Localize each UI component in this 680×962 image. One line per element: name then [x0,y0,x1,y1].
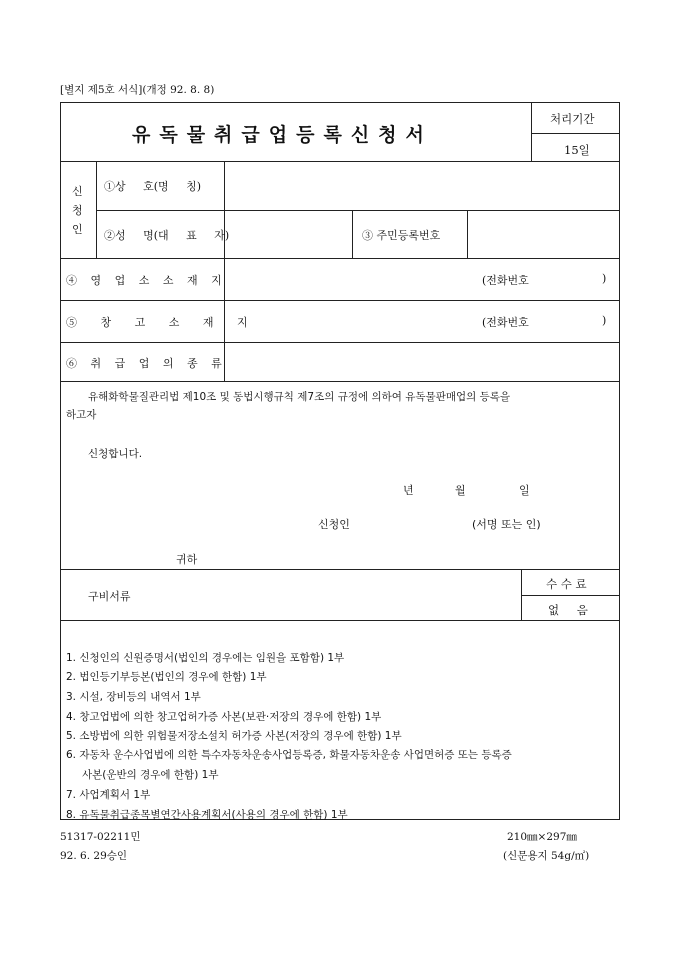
divider [352,210,353,258]
paper-size: 210㎜×297㎜ [507,831,577,843]
fee-label: 수 수 료 [546,577,587,591]
document-item: 3. 시설, 장비등의 내역서 1부 [66,691,201,703]
paper-type: (신문용지 54g/㎡) [503,850,590,862]
warehouse-phone-label: (전화번호 [482,316,529,329]
representative-name-field[interactable] [228,214,348,256]
divider [60,620,620,621]
form-code: 51317-02211민 [60,831,141,843]
processing-period-label: 처리기간 [550,112,595,126]
date-year-label: 년 [403,484,414,497]
document-item: 1. 신청인의 신원증명서(법인의 경우에는 임원을 포함함) 1부 [66,652,345,664]
divider [521,595,620,596]
document-item: 6. 자동차 운수사업법에 의한 특수자동차운송사업등록증, 화물자동차운송 사업면허증 또는 등록증 [66,749,512,761]
document-item: 7. 사업계획서 1부 [66,789,151,801]
business-phone-label: (전화번호 [482,274,529,287]
divider [521,569,522,620]
document-item: 사본(운반의 경우에 한함) 1부 [82,769,219,781]
divider [60,381,620,382]
divider [531,133,620,134]
divider [60,569,620,570]
processing-period-value: 15일 [564,143,590,157]
divider [467,210,468,258]
date-day-label: 일 [519,484,530,497]
signature-label: (서명 또는 인) [472,518,541,531]
warehouse-address-label: ⑤ 창 고 소 재 지 [66,316,255,329]
divider [96,161,97,258]
form-reference: [별지 제5호 서식](개정 92. 8. 8) [60,84,215,96]
document-item: 5. 소방법에 의한 위험물저장소설치 허가증 사본(저장의 경우에 한함) 1부 [66,730,402,742]
statement-line: 유해화학물질관리법 제10조 및 동법시행규칙 제7조의 규정에 의하여 유독물판매업의 등록을 [88,391,511,403]
divider [60,258,620,259]
date-month-label: 월 [455,484,466,497]
form-title: 유독물취급업등록신청서 [132,124,433,146]
representative-name-label: ②성 명(대 표 자) [104,229,230,242]
resident-number-label: ③ 주민등록번호 [362,229,441,242]
applicant-signature-field[interactable] [370,508,468,532]
applicant-side-label: 신 [72,185,83,198]
addressee-label: 귀하 [176,553,198,566]
business-type-label: ⑥ 취 급 업 의 종 류 [66,357,227,370]
document-item: 2. 법인등기부등본(법인의 경우에 한함) 1부 [66,671,267,683]
business-address-label: ④ 영 업 소 소 재 지 [66,274,227,287]
divider [531,102,532,161]
document-item: 4. 창고업법에 의한 창고업허가증 사본(보관·저장의 경우에 한함) 1부 [66,711,382,723]
fee-value: 없 음 [548,603,588,617]
trade-name-field[interactable] [228,166,618,208]
divider [60,342,620,343]
resident-number-field[interactable] [471,214,617,256]
required-documents-label: 구비서류 [88,590,131,603]
close-paren: ) [602,314,607,327]
applicant-side-label: 청 [72,204,83,217]
divider [60,161,620,162]
trade-name-label: ①상 호(명 칭) [104,180,202,193]
statement-line: 하고자 [66,409,97,421]
applicant-side-label: 인 [72,223,83,236]
statement-line: 신청합니다. [88,448,143,460]
approval-date: 92. 6. 29승인 [60,850,128,862]
applicant-label: 신청인 [318,518,350,531]
divider [96,210,620,211]
divider [60,300,620,301]
business-type-field[interactable] [228,346,618,378]
document-item: 8. 유독물취급종목별연간사용계획서(사용의 경우에 한함) 1부 [66,809,348,821]
close-paren: ) [602,272,607,285]
warehouse-address-field[interactable] [228,304,478,338]
divider [224,161,225,381]
business-address-field[interactable] [228,262,478,296]
